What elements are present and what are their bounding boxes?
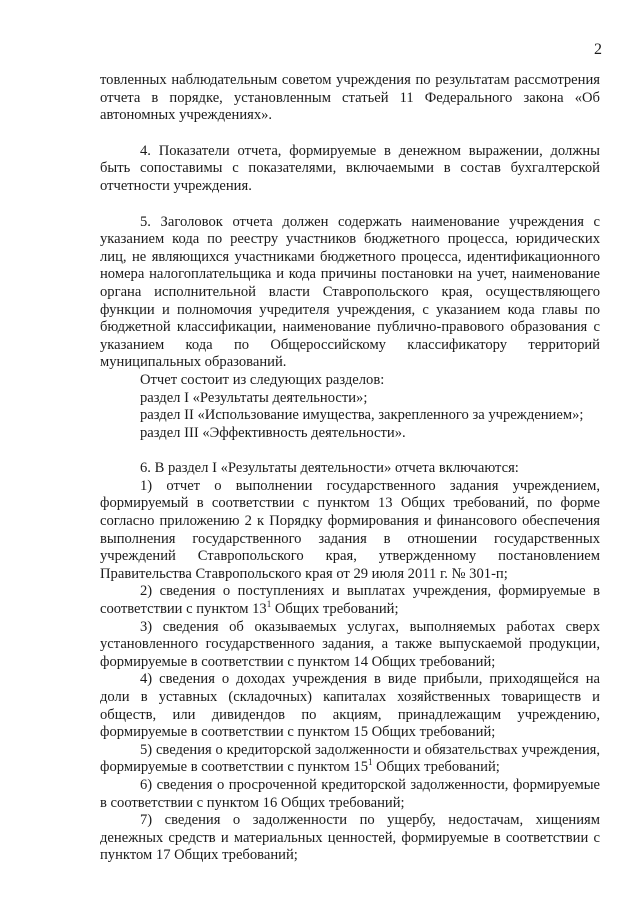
paragraph-6: 6. В раздел I «Результаты деятельности» отчета включаются: [140, 460, 519, 477]
list-item-7: 7) сведения о задолженности по ущербу, недостачам, хищениям денежных средств и материальных ценностей, формируемые в соответствии с пунктом 17 Общих требований; [100, 812, 600, 864]
list-item-4: 4) сведения о доходах учреждения в виде прибыли, приходящейся на доли в уставных (складочных) капиталах хозяйственных товариществ и обществ, или дивидендов по акциям, принадлежащим учреждению, формируемые в соответствии с пунктом 15 Общих требований; [100, 671, 600, 741]
paragraph-4: 4. Показатели отчета, формируемые в денежном выражении, должны быть сопоставимы с показателями, включаемыми в состав бухгалтерской отчетности учреждения. [100, 142, 600, 194]
list-item-3: 3) сведения об оказываемых услугах, выполняемых работах сверх установленного государственного задания, а также выпускаемой продукции, формируемые в соответствии с пунктом 14 Общих требований; [100, 618, 600, 670]
section-3-item: раздел III «Эффективность деятельности». [140, 424, 406, 441]
list-item-1: 1) отчет о выполнении государственного задания учреждением, формируемый в соответствии с пунктом 13 Общих требований, по форме согласно приложению 2 к Порядку формирования и финансового обеспечения выполнения государственного задания в отношении государственных учреждений Ставропольского края, утвержденному постановлением Правительства Ставропольского края от 29 июля 2011 г. № 301-п; [100, 477, 600, 582]
paragraph-continuation: товленных наблюдательным советом учреждения по результатам рассмотрения отчета в порядке, установленным статьей 11 Федерального закона «Об автономных учреждениях». [100, 72, 600, 124]
paragraph-gap [100, 442, 600, 460]
section-1-item: раздел I «Результаты деятельности»; [140, 389, 368, 406]
paragraph-5: 5. Заголовок отчета должен содержать наименование учреждения с указанием кода по реестру участников бюджетного процесса, юридических лиц, не являющихся участниками бюджетного процесса, идентификационного номера налогоплательщика и кода причины постановки на учет, наименование органа исполнительной власти Ставропольского края, осуществляющего функции и полномочия учредителя учреждения, с указанием кода главы по бюджетной классификации, наименование публично-правового образования с указанием кода по Общероссийскому классификатору территорий муниципальных образований. [100, 213, 600, 371]
document-body [100, 72, 600, 865]
paragraph-gap [100, 125, 600, 143]
list-item-6: 6) сведения о просроченной кредиторской задолженности, формируемые в соответствии с пунктом 16 Общих требований; [100, 776, 600, 811]
page-number: 2 [594, 41, 602, 58]
list-item-2: 2) сведения о поступлениях и выплатах учреждения, формируемые в соответствии с пунктом $13^1$ Общих требований; [100, 583, 600, 618]
list-item-5: 5) сведения о кредиторской задолженности и обязательствах учреждения, формируемые в соответствии с пунктом $15^1$ Общих требований; [100, 741, 600, 776]
paragraph-gap [100, 196, 600, 214]
sections-intro: Отчет состоит из следующих разделов: [140, 371, 385, 388]
section-2-item: раздел II «Использование имущества, закрепленного за учреждением»; [140, 407, 584, 424]
